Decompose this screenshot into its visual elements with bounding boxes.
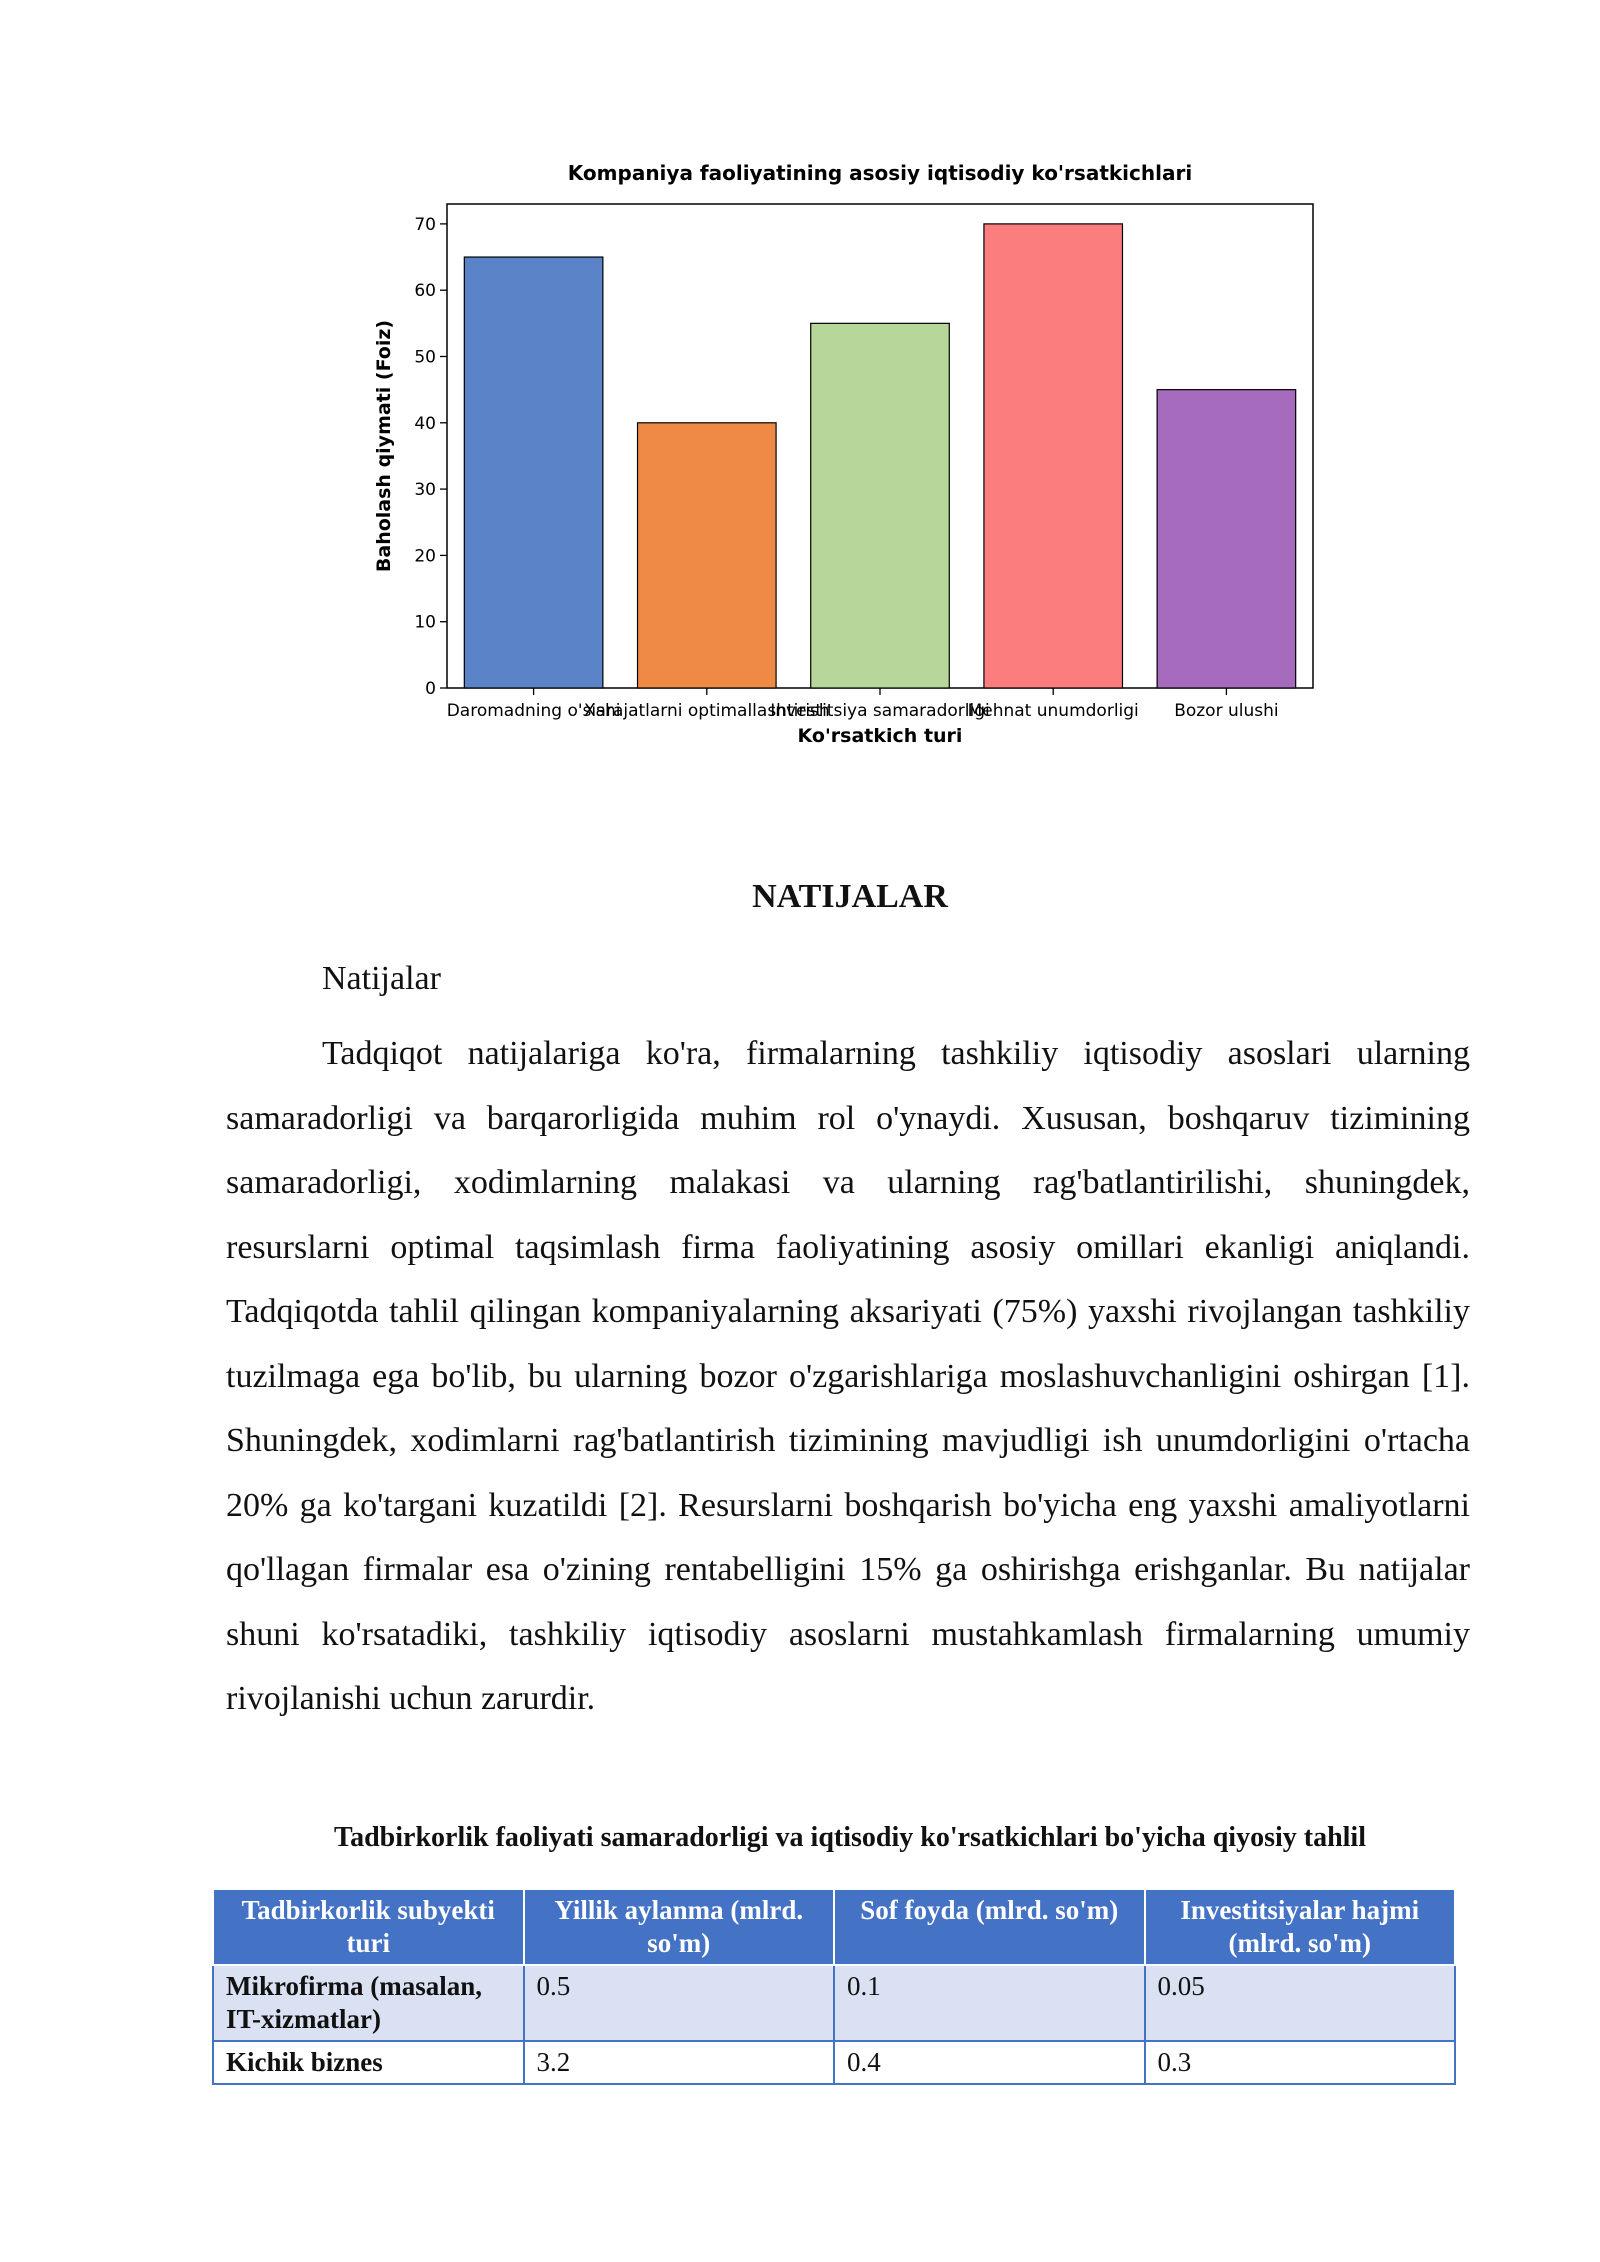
table-row: [213, 2041, 1455, 2084]
bar: [811, 323, 950, 688]
comparison-table: [212, 1888, 1456, 2085]
table-header-row: [213, 1889, 1455, 1965]
bar: [1157, 390, 1296, 688]
table-title: Tadbirkorlik faoliyati samaradorligi va iqtisodiy ko'rsatkichlari bo'yicha qiyosiy tahlil: [334, 1822, 1366, 1853]
x-axis: [447, 688, 1279, 721]
table-cell: Kichik biznes: [213, 2041, 524, 2084]
section-subheading: Natijalar: [322, 960, 441, 997]
y-tick-label: 0: [425, 679, 436, 699]
table-cell: 0.4: [834, 2041, 1145, 2084]
y-tick-label: 50: [414, 347, 436, 368]
bar-series: [464, 224, 1295, 688]
bar: [638, 423, 777, 688]
y-axis-label: Baholash qiymati (Foiz): [373, 319, 395, 573]
y-tick-label: 20: [414, 546, 436, 567]
y-axis: [414, 215, 447, 699]
table-header-cell: Yillik aylanma (mlrd. so'm): [524, 1889, 835, 1965]
table-row: [213, 1965, 1455, 2041]
y-tick-label: 70: [414, 214, 436, 235]
table-cell: 0.5: [524, 1965, 835, 2041]
table-cell: 3.2: [524, 2041, 835, 2084]
x-tick-label: Mehnat unumdorligi: [967, 701, 1139, 721]
table-header-cell: Tadbirkorlik subyekti turi: [213, 1889, 524, 1965]
x-tick-label: Daromadning o'sishi: [446, 701, 621, 721]
table-cell: 0.1: [834, 1965, 1145, 2041]
bar-chart: [360, 150, 1340, 770]
chart-title: Kompaniya faoliyatining asosiy iqtisodiy ko'rsatkichlari: [567, 161, 1193, 185]
x-tick-label: Bozor ulushi: [1174, 701, 1279, 721]
table-header-cell: Investitsiyalar hajmi (mlrd. so'm): [1145, 1889, 1456, 1965]
bar: [464, 257, 603, 688]
section-heading: NATIJALAR: [752, 878, 948, 915]
y-tick-label: 40: [414, 413, 436, 434]
table-cell: 0.3: [1145, 2041, 1456, 2084]
results-paragraph: Tadqiqot natijalariga ko'ra, firmalarning tashkiliy iqtisodiy asoslari ularning samaradorligi va barqarorligida muhim rol o'ynaydi. Xususan, boshqaruv tizimining samaradorligi, xodimlarning malakasi va ularning rag'batlantirilishi, shuningdek, resurslarni optimal taqsimlash firma faoliyatining asosiy omillari ekanligi aniqlandi. Tadqiqotda tahlil qilingan kompaniyalarning aksariyati (75%) yaxshi rivojlangan tashkiliy tuzilmaga ega bo'lib, bu ularning bozor o'zgarishlariga moslashuvchanligini oshirgan [1]. Shuningdek, xodimlarni rag'batlantirish tizimining mavjudligi ish unumdorligini o'rtacha 20% ga ko'targani kuzatildi [2]. Resurslarni boshqarish bo'yicha eng yaxshi amaliyotlarni qo'llagan firmalar esa o'zining rentabelligini 15% ga oshirishga erishganlar. Bu natijalar shuni ko'rsatadiki, tashkiliy iqtisodiy asoslarni mustahkamlash firmalarning umumiy rivojlanishi uchun zarurdir.: [226, 1035, 1470, 1717]
x-tick-label: Xarajatlarni optimallashtirish: [583, 701, 830, 721]
table-header-cell: Sof foyda (mlrd. so'm): [834, 1889, 1145, 1965]
bar: [984, 224, 1123, 688]
x-axis-label: Ko'rsatkich turi: [797, 725, 963, 747]
y-tick-label: 60: [414, 281, 436, 302]
y-tick-label: 10: [414, 612, 436, 633]
table-cell: 0.05: [1145, 1965, 1456, 2041]
y-tick-label: 30: [414, 480, 436, 501]
table-cell: Mikrofirma (masalan, IT-xizmatlar): [213, 1965, 524, 2041]
x-tick-label: Investitsiya samaradorligi: [770, 701, 990, 721]
